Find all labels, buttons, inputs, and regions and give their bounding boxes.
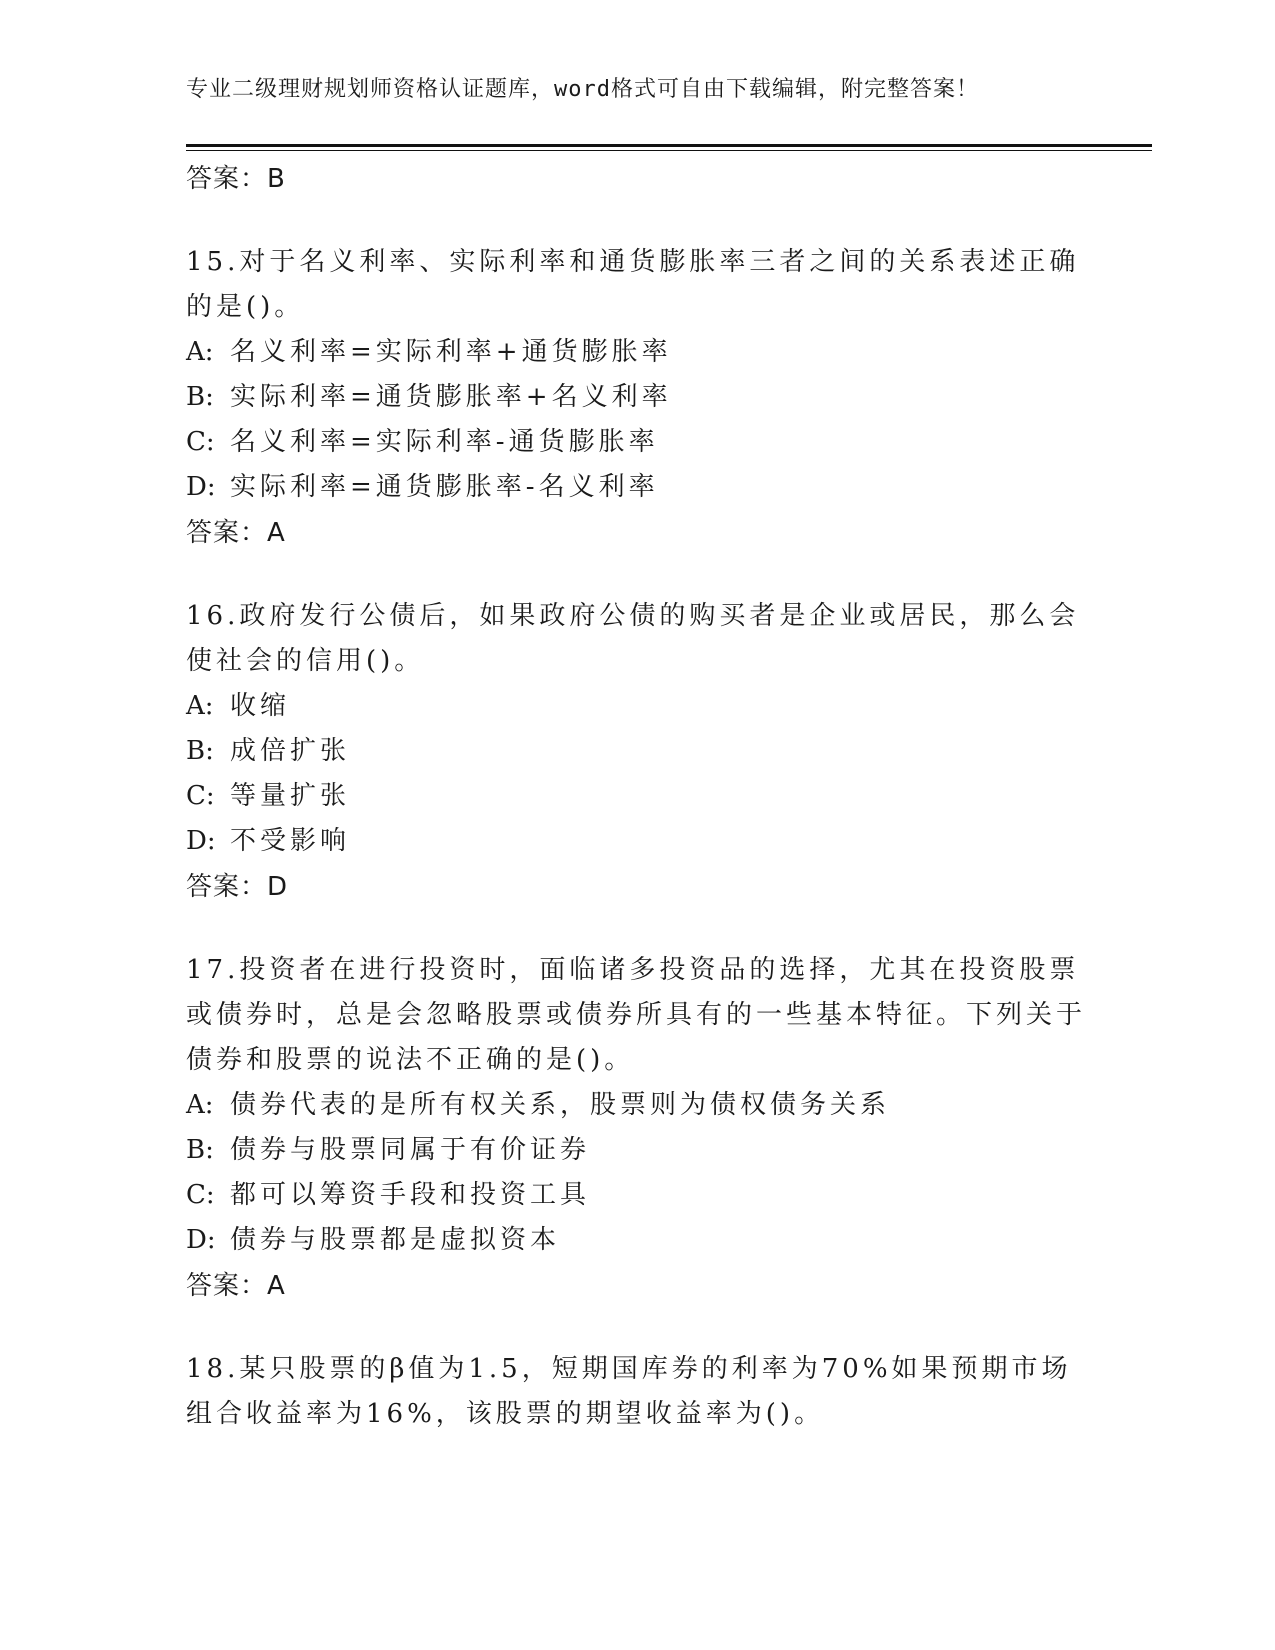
option-b <box>186 375 1086 420</box>
option-letter: D: <box>186 1225 216 1255</box>
question-stem: 15.对于名义利率、实际利率和通货膨胀率三者之间的关系表述正确的是()。 <box>186 247 1080 322</box>
option-letter: B: <box>186 736 214 766</box>
option-letter: A: <box>186 337 214 367</box>
option-b <box>186 1128 1086 1173</box>
option-letter: A: <box>186 691 214 721</box>
question-stem: 16.政府发行公债后，如果政府公债的购买者是企业或居民，那么会使社会的信用()。 <box>186 601 1080 676</box>
option-text: 债券代表的是所有权关系，股票则为债权债务关系 <box>230 1090 891 1120</box>
option-text: 名义利率=实际利率-通货膨胀率 <box>230 427 659 457</box>
option-letter: C: <box>186 1180 215 1210</box>
answer-line: 答案：D <box>186 872 289 902</box>
option-letter: B: <box>186 1135 214 1165</box>
option-c <box>186 420 1086 465</box>
option-d <box>186 465 1086 510</box>
option-text: 都可以筹资手段和投资工具 <box>230 1180 591 1210</box>
option-text: 不受影响 <box>230 826 351 856</box>
question-stem: 18.某只股票的β值为1.5，短期国库券的利率为70%如果预期市场组合收益率为16%，该股票的期望收益率为()。 <box>186 1354 1072 1429</box>
page-header: 专业二级理财规划师资格认证题库，word格式可自由下载编辑，附完整答案！ <box>186 77 979 102</box>
option-letter: C: <box>186 781 215 811</box>
option-text: 名义利率=实际利率+通货膨胀率 <box>230 337 672 367</box>
question-18 <box>186 1347 1086 1437</box>
option-c <box>186 1173 1086 1218</box>
option-letter: D: <box>186 472 216 502</box>
question-16 <box>186 594 1086 910</box>
question-17 <box>186 948 1086 1309</box>
option-a <box>186 684 1086 729</box>
option-text: 实际利率=通货膨胀率-名义利率 <box>230 472 659 502</box>
answer-line-14: 答案：B <box>186 164 286 194</box>
option-text: 债券与股票都是虚拟资本 <box>230 1225 561 1255</box>
option-text: 收缩 <box>230 691 291 721</box>
question-stem: 17.投资者在进行投资时，面临诸多投资品的选择，尤其在投资股票或债券时，总是会忽略股票或债券所具有的一些基本特征。下列关于债券和股票的说法不正确的是()。 <box>186 955 1087 1075</box>
option-text: 等量扩张 <box>230 781 351 811</box>
option-d <box>186 1218 1086 1263</box>
option-d <box>186 819 1086 864</box>
option-text: 实际利率=通货膨胀率+名义利率 <box>230 382 672 412</box>
option-text: 成倍扩张 <box>230 736 351 766</box>
document-body <box>186 156 1086 1437</box>
option-c <box>186 774 1086 819</box>
option-letter: C: <box>186 427 215 457</box>
option-letter: B: <box>186 382 214 412</box>
header-rule-thick <box>186 144 1152 147</box>
option-a <box>186 1083 1086 1128</box>
option-text: 债券与股票同属于有价证券 <box>230 1135 591 1165</box>
answer-line: 答案：A <box>186 1271 286 1301</box>
header-rule-thin <box>186 150 1152 151</box>
option-a <box>186 330 1086 375</box>
question-15 <box>186 240 1086 556</box>
option-b <box>186 729 1086 774</box>
option-letter: D: <box>186 826 216 856</box>
option-letter: A: <box>186 1090 214 1120</box>
answer-line: 答案：A <box>186 518 286 548</box>
